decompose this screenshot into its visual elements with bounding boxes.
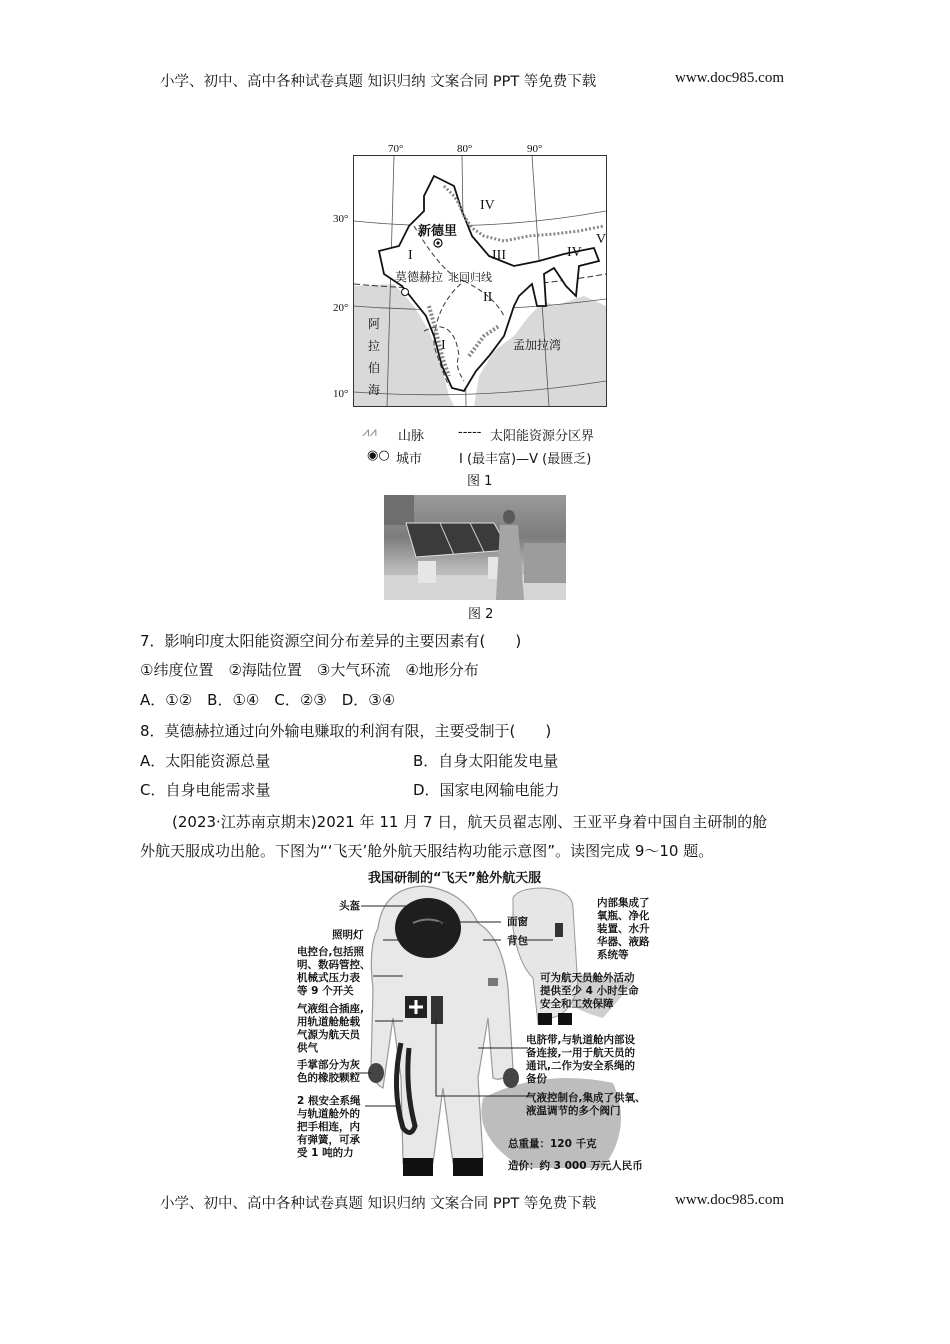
zone-label: V [596, 232, 607, 247]
q8-option-a: A．太阳能资源总量 [140, 752, 271, 770]
lat-tick-20: 20° [333, 302, 349, 314]
label-light: 照明灯 [332, 929, 364, 941]
zone-label: I [441, 338, 446, 353]
city-legend-icon: ◉○ [367, 448, 390, 463]
q8-stem: 8．莫德赫拉通过向外输电赚取的利润有限，主要受制于( ) [140, 722, 552, 740]
solar-panel-image [384, 495, 566, 600]
label-arabian-sea: 阿 拉 伯 海 [368, 317, 381, 397]
label-palm: 手掌部分为灰 色的橡胶颗粒 [297, 1059, 360, 1084]
label-tropic: 北回归线 [448, 271, 492, 284]
lat-tick-30: 30° [333, 213, 349, 225]
q8-option-b: B．自身太阳能发电量 [413, 752, 559, 770]
intro-line-2: 外航天服成功出舱。下图为“‘飞天’舱外航天服结构功能示意图”。读图完成 9～10 题。 [140, 842, 714, 860]
label-bay-of-bengal: 孟加拉湾 [513, 338, 562, 352]
zone-label: IV [567, 245, 582, 260]
mountain-legend-icon: ⩘⩘ [362, 425, 377, 440]
label-modhera: 莫德赫拉 [395, 270, 444, 284]
figure-2-solar-panel-photo [384, 495, 566, 600]
lon-tick-90: 90° [527, 143, 543, 155]
header-text: 小学、初中、高中各种试卷真题 知识归纳 文案合同 PPT 等免费下载 [160, 74, 597, 90]
label-console: 电控台,包括照 明、数码管控、 机械式压力表 等 9 个开关 [297, 946, 371, 997]
legend-boundary: 太阳能资源分区界 [490, 429, 595, 444]
q7-stem: 7．影响印度太阳能资源空间分布差异的主要因素有( ) [140, 632, 522, 650]
page-header [160, 70, 800, 91]
label-weight: 总重量：120 千克 [508, 1138, 597, 1150]
zone-label: III [492, 248, 506, 263]
figure-2-caption: 图 2 [468, 607, 494, 622]
header-url[interactable]: www.doc985.com [675, 70, 785, 86]
label-helmet: 头盔 [339, 900, 360, 912]
label-visor: 面窗 [507, 916, 528, 928]
q8-option-c: C．自身电能需求量 [140, 781, 271, 799]
label-cost: 造价：约 3 000 万元人民币 [508, 1160, 643, 1172]
q7-items: ①纬度位置 ②海陆位置 ③大气环流 ④地形分布 [140, 661, 479, 679]
q8-option-d: D．国家电网输电能力 [413, 781, 560, 799]
legend-city: 城市 [396, 452, 423, 467]
label-control: 气液控制台,集成了供氧、 液温调节的多个阀门 [526, 1092, 646, 1117]
zone-label: II [483, 290, 493, 305]
footer-text: 小学、初中、高中各种试卷真题 知识归纳 文案合同 PPT 等免费下载 [160, 1196, 597, 1212]
footer-url[interactable]: www.doc985.com [675, 1192, 785, 1208]
zone-label: I [408, 248, 413, 263]
label-new-delhi: 新德里 [418, 224, 458, 239]
label-backpack: 背包 [507, 935, 528, 947]
legend-mountains: 山脉 [398, 429, 425, 444]
legend-ranking: I (最丰富)—V (最匮乏) [459, 452, 592, 467]
figure-1-caption: 图 1 [467, 474, 493, 489]
intro-line-1: (2023·江苏南京期末)2021 年 11 月 7 日，航天员翟志刚、王亚平身着中国自主研制的舱 [172, 813, 768, 831]
lon-tick-80: 80° [457, 143, 473, 155]
page-footer [160, 1192, 800, 1213]
label-umbilical: 电脐带,与轨道舱内部设 备连接,一用于航天员的 通讯,二作为安全系绳的 备份 [526, 1034, 635, 1085]
label-socket: 气液组合插座, 用轨道舱舱载 气源为航天员 供气 [297, 1003, 364, 1054]
lat-tick-10: 10° [333, 388, 349, 400]
figure-3-title: 我国研制的“飞天”舱外航天服 [368, 871, 542, 886]
zone-label: IV [480, 198, 495, 213]
lon-tick-70: 70° [388, 143, 404, 155]
boundary-legend-icon: ----- [458, 425, 482, 440]
label-ropes: 2 根安全系绳 与轨道舱外的 把手相连，内 有弹簧，可承 受 1 吨的力 [297, 1095, 361, 1159]
label-backpack-desc: 内部集成了 氧瓶、净化 装置、水升 华器、液路 系统等 [597, 897, 650, 961]
label-life-support: 可为航天员舱外活动 提供至少 4 小时生命 安全和工效保障 [540, 972, 639, 1010]
q7-options: A．①② B．①④ C．②③ D．③④ [140, 691, 396, 709]
